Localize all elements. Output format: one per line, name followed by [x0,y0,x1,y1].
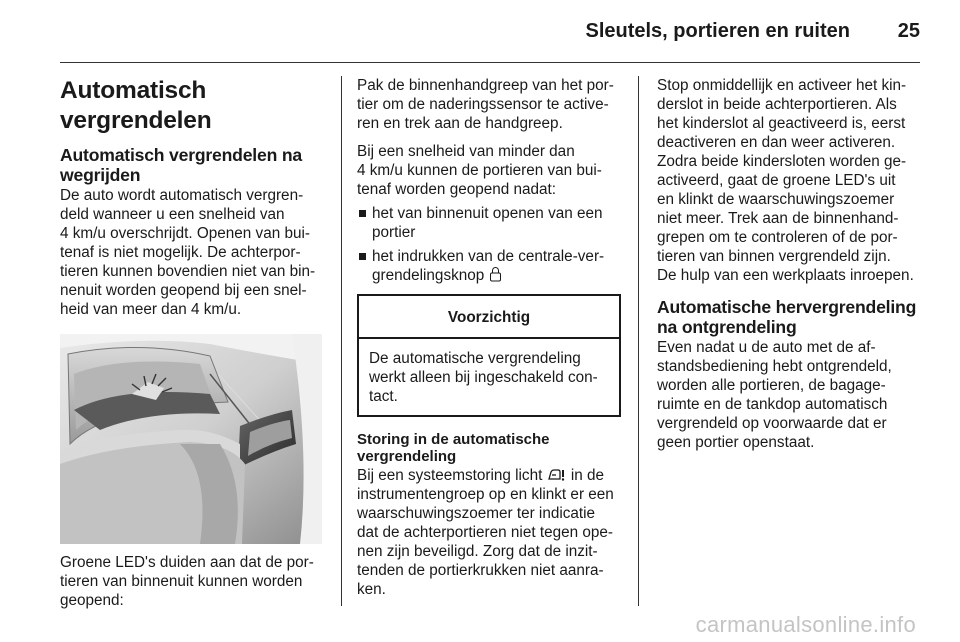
paragraph: Bij een snelheid van minder dan 4 km/u kunnen de portieren van bui- tenaf worden geopend nadat: [357,143,602,198]
photo-caption: Groene LED's duiden aan dat de por- tieren van binnenuit kunnen worden geopend: [60,554,314,609]
subsection-heading: Storing in de automatische vergrendeling [357,431,550,465]
paragraph: Bij een systeemstoring licht in de instrumentengroep op en klinkt er een waarschuwingszoemer ter indicatie dat de achterportieren niet tegen ope- nen zijn beveiligd. Zorg dat de inzit- tenden de portierkrukken niet aanra- ken. [357,467,614,598]
header-title: Sleutels, portieren en ruiten [585,20,850,42]
caution-box [357,294,621,417]
subsection-heading: Automatische hervergrendeling na ontgrendeling [657,297,917,337]
paragraph: De auto wordt automatisch vergren- deld wanneer u een snelheid van 4 km/u overschrijdt. Openen van bui- tenaf is niet mogelijk. De achterpor- tieren kunnen bovendien niet van bin- nenuit worden geopend bij een snel- heid van meer dan 4 km/u. [60,187,316,318]
central-lock-icon [489,266,502,282]
door-lock-warning-icon [547,468,567,482]
column-divider [638,76,639,606]
paragraph: Pak de binnenhandgreep van het por- tier om de naderingssensor te active- ren en trek aan de handgreep. [357,77,614,132]
list-item: het van binnenuit openen van een portier [357,204,625,242]
list-item: het indrukken van de centrale-ver- grendelingsknop [357,247,625,285]
paragraph: Stop onmiddellijk en activeer het kin- derslot in beide achterportieren. Als het kinderslot al geactiveerd is, eerst deactiveren en dan weer activeren. Zodra beide kindersloten worden ge- activeerd, gaat de groene LED's uit en klinkt de waarschuwingszoemer niet meer. Trek aan de binnenhand- grepen om te controleren of de por- tieren van binnen vergrendeld zijn. De hulp van een werkplaats inroepen. [657,77,914,284]
caution-title: Voorzichtig [359,296,619,339]
page-header [60,14,920,46]
column-3 [657,76,923,452]
page-number: 25 [897,20,920,42]
column-2 [357,76,625,599]
column-1 [60,76,326,610]
section-heading: Automatisch vergrendelen [60,77,212,134]
door-handle-photo [60,334,322,544]
header-rule [60,62,920,63]
subsection-heading: Automatisch vergrendelen na wegrijden [60,145,302,185]
column-divider [341,76,342,606]
caution-text: De automatische vergrendeling werkt alleen bij ingeschakeld con- tact. [369,350,598,405]
paragraph: Even nadat u de auto met de af- standsbediening hebt ontgrendeld, worden alle portieren, de bagage- ruimte en de tankdop automatisch vergrendeld op voorwaarde dat er geen portier openstaat. [657,339,892,451]
watermark: carmanualsonline.info [695,612,916,637]
